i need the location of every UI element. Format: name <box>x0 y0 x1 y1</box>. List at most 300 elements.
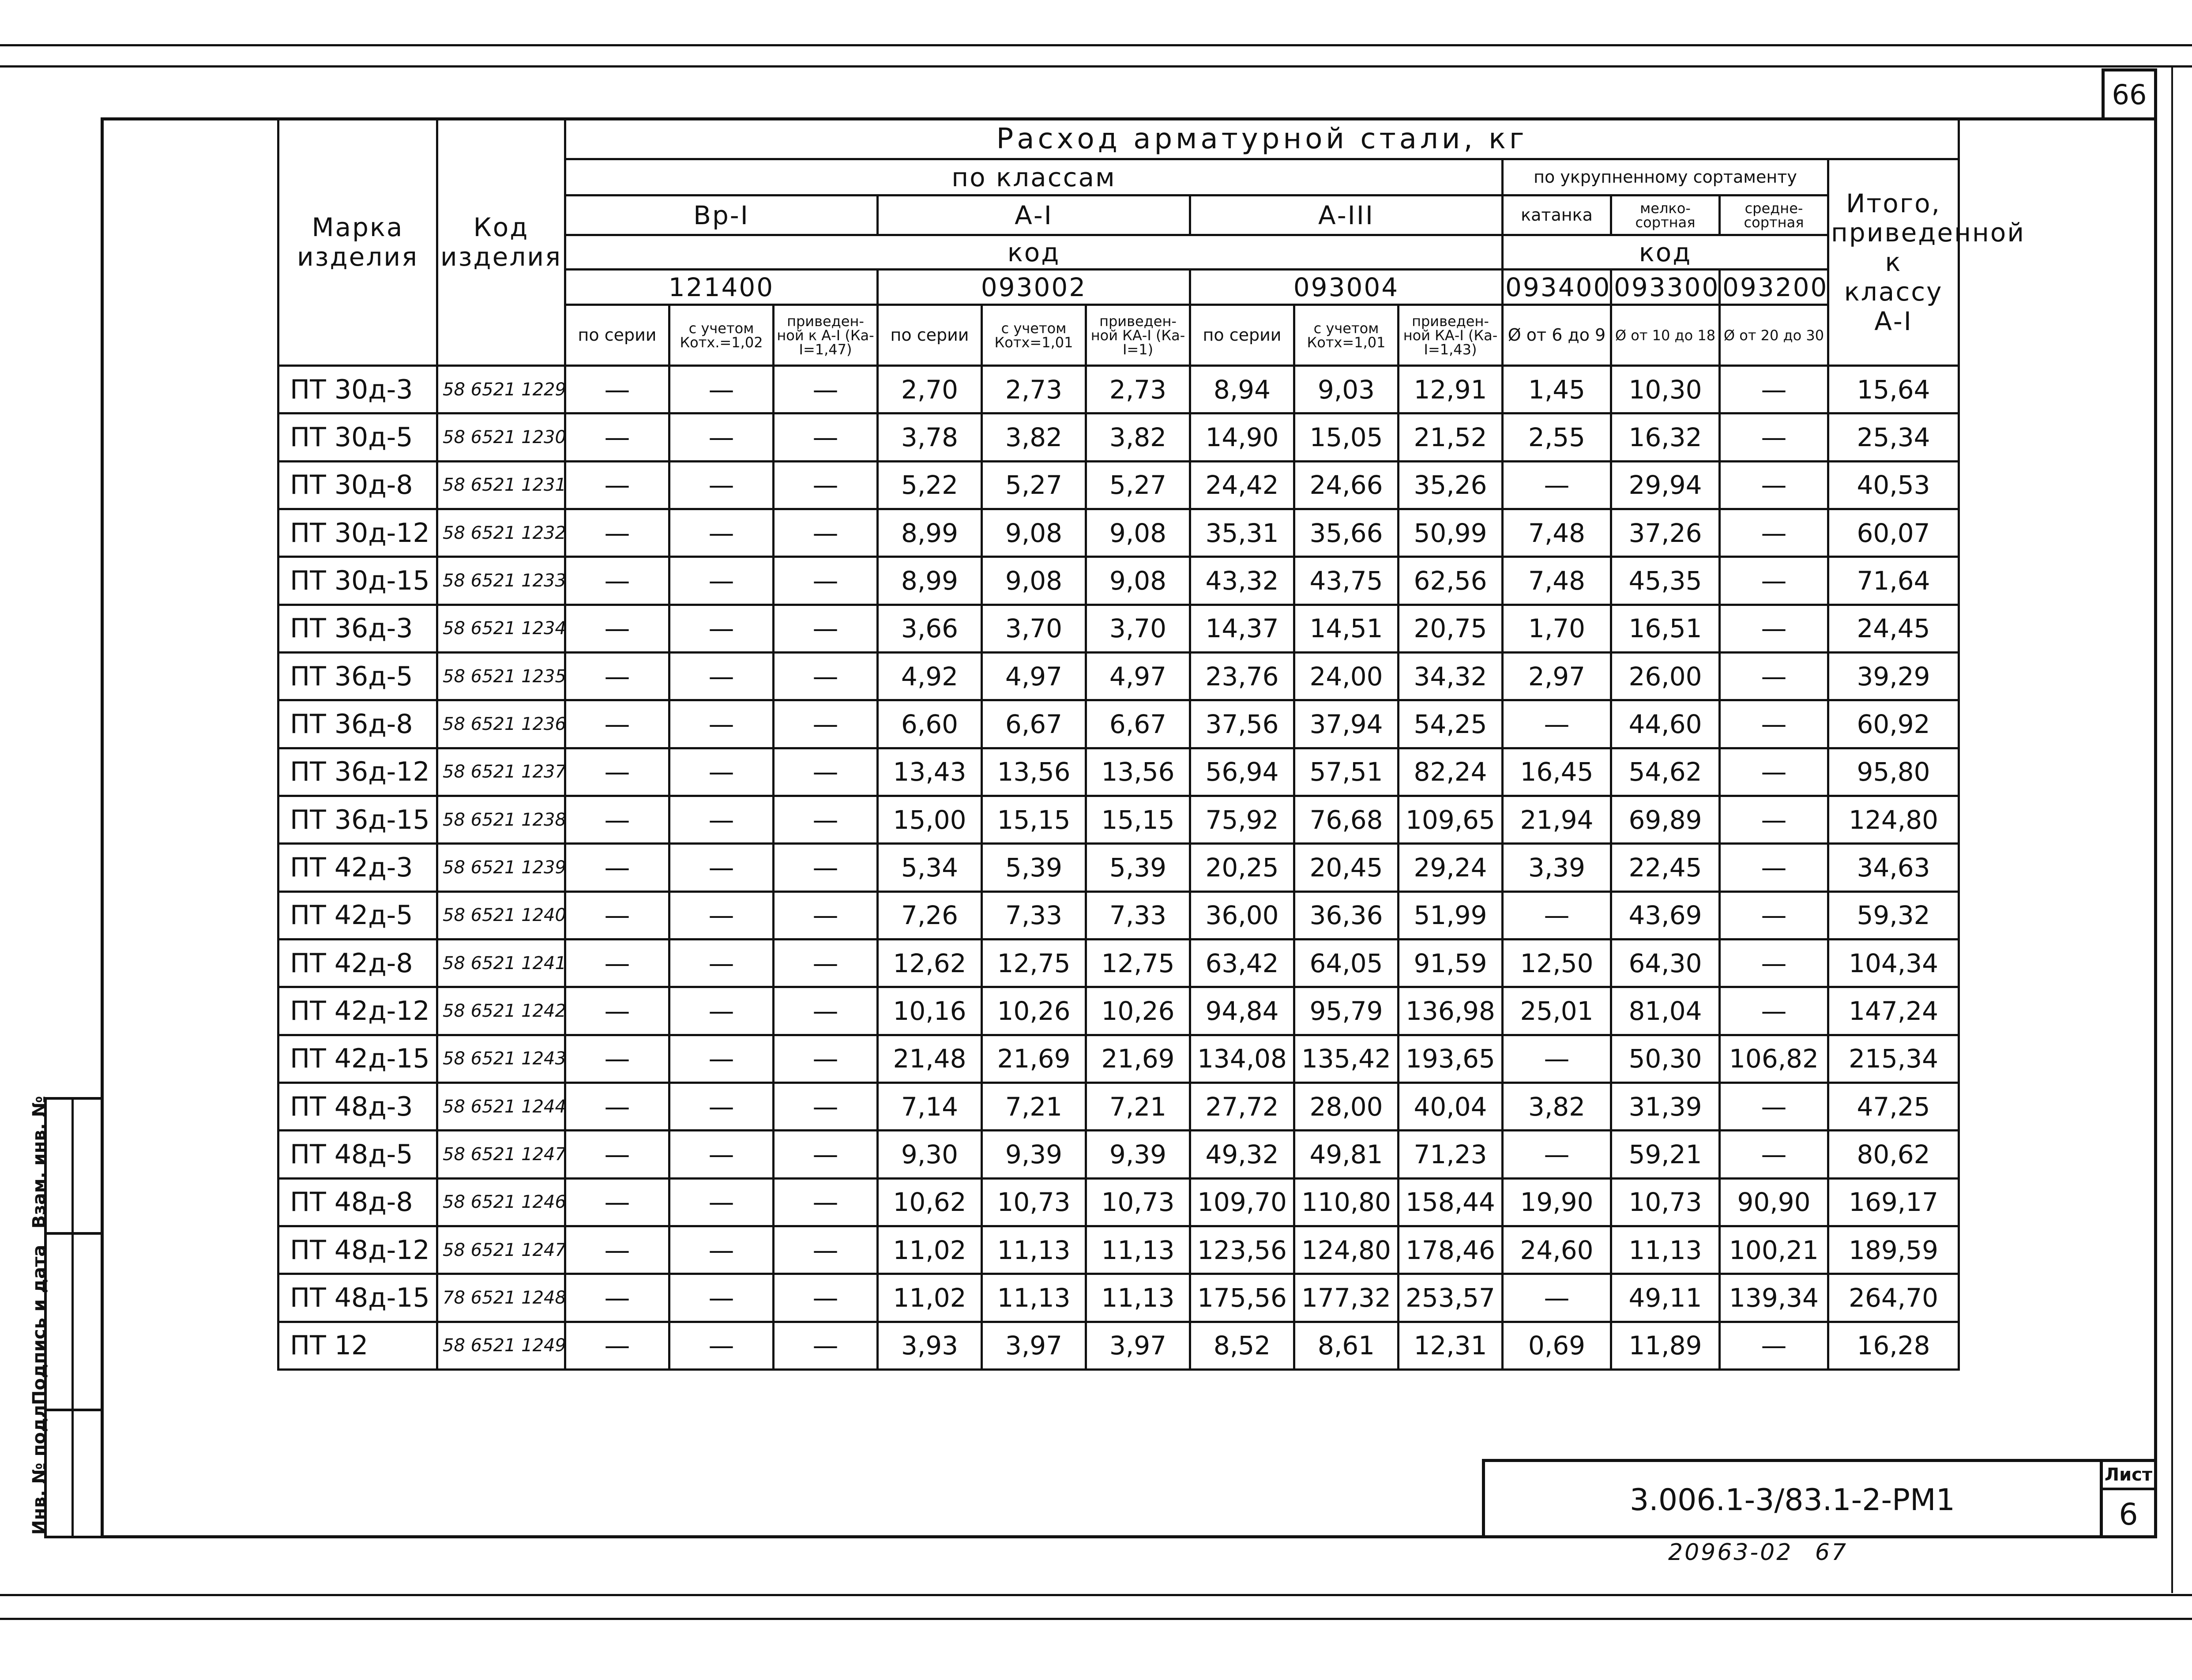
row-value: 2,55 <box>1503 413 1611 461</box>
row-value: — <box>1720 1131 1828 1178</box>
sheet-box <box>2100 1459 2157 1538</box>
row-mark: ПТ 42д-15 <box>278 1035 437 1082</box>
row-mark: ПТ 42д-3 <box>278 844 437 891</box>
code-melko: 093300 <box>1611 270 1720 305</box>
row-value: 64,05 <box>1294 939 1399 987</box>
row-value: 10,73 <box>1611 1178 1720 1226</box>
row-value: 37,26 <box>1611 509 1720 556</box>
class-a3-header: А-III <box>1190 195 1503 235</box>
row-value: 21,48 <box>878 1035 982 1082</box>
row-value: 3,82 <box>982 413 1086 461</box>
row-value: 13,56 <box>982 748 1086 796</box>
row-value: — <box>1503 700 1611 748</box>
row-value: 8,99 <box>878 509 982 556</box>
row-value: 147,24 <box>1828 987 1959 1035</box>
row-value: 14,51 <box>1294 605 1399 652</box>
row-value: 59,32 <box>1828 891 1959 939</box>
row-value: — <box>669 891 774 939</box>
class-vr-header: Вр-I <box>565 195 878 235</box>
class-a1-header: А-I <box>878 195 1190 235</box>
table-row <box>278 413 1959 461</box>
code-katanka: 093400 <box>1503 270 1611 305</box>
row-code: 58 6521 1230 <box>437 413 565 461</box>
sidebar-signature-date-label: Подпись и дата <box>29 1244 49 1405</box>
row-mark: ПТ 48д-3 <box>278 1082 437 1130</box>
row-mark: ПТ 42д-12 <box>278 987 437 1035</box>
row-value: 37,56 <box>1190 700 1294 748</box>
row-value: — <box>774 1274 878 1322</box>
row-value: 8,94 <box>1190 366 1294 413</box>
sub-melko-diameter: Ø от 10 до 18 <box>1611 305 1720 366</box>
table-row <box>278 509 1959 556</box>
sidebar-inv-podl <box>29 1398 101 1538</box>
kod-header: код <box>565 235 1503 270</box>
row-value: — <box>774 413 878 461</box>
row-value: 9,03 <box>1294 366 1399 413</box>
row-value: — <box>1720 796 1828 843</box>
row-value: 20,75 <box>1399 605 1503 652</box>
row-value: 109,70 <box>1190 1178 1294 1226</box>
row-value: 7,14 <box>878 1082 982 1130</box>
melko-header: мелко-сортная <box>1611 195 1720 235</box>
row-value: — <box>669 652 774 700</box>
sub-vr-kotx: с учетом Котх.=1,02 <box>669 305 774 366</box>
row-code: 58 6521 1236 <box>437 700 565 748</box>
row-value: 14,37 <box>1190 605 1294 652</box>
row-value: 24,60 <box>1503 1226 1611 1274</box>
sheet-label: Лист <box>2103 1462 2154 1490</box>
row-value: 104,34 <box>1828 939 1959 987</box>
row-code: 58 6521 1232 <box>437 509 565 556</box>
katanka-header: катанка <box>1503 195 1611 235</box>
row-value: 43,32 <box>1190 557 1294 605</box>
row-mark: ПТ 42д-5 <box>278 891 437 939</box>
row-value: — <box>774 1226 878 1274</box>
row-value: 253,57 <box>1399 1274 1503 1322</box>
row-value: — <box>774 1035 878 1082</box>
row-value: 60,07 <box>1828 509 1959 556</box>
row-value: 7,48 <box>1503 557 1611 605</box>
row-value: 9,39 <box>982 1131 1086 1178</box>
row-value: 23,76 <box>1190 652 1294 700</box>
row-value: 4,97 <box>982 652 1086 700</box>
sidebar-vzam-inv-label: Взам. инв. № <box>29 1096 49 1229</box>
row-value: 94,84 <box>1190 987 1294 1035</box>
row-value: — <box>774 987 878 1035</box>
row-value: 47,25 <box>1828 1082 1959 1130</box>
row-mark: ПТ 36д-8 <box>278 700 437 748</box>
row-value: — <box>565 1035 669 1082</box>
row-value: 12,91 <box>1399 366 1503 413</box>
row-value: 57,51 <box>1294 748 1399 796</box>
row-value: — <box>669 939 774 987</box>
row-value: — <box>669 605 774 652</box>
row-value: 3,82 <box>1503 1082 1611 1130</box>
row-value: — <box>669 557 774 605</box>
row-value: 16,45 <box>1503 748 1611 796</box>
row-value: 35,31 <box>1190 509 1294 556</box>
row-value: — <box>1720 366 1828 413</box>
row-value: 9,08 <box>982 509 1086 556</box>
row-code: 58 6521 1231 <box>437 461 565 509</box>
row-value: — <box>774 652 878 700</box>
table-row <box>278 1322 1959 1369</box>
row-value: 24,42 <box>1190 461 1294 509</box>
row-value: 35,66 <box>1294 509 1399 556</box>
row-value: — <box>1720 939 1828 987</box>
row-value: 60,92 <box>1828 700 1959 748</box>
row-value: 136,98 <box>1399 987 1503 1035</box>
table-header <box>278 119 2026 366</box>
row-value: — <box>669 1131 774 1178</box>
row-value: — <box>669 844 774 891</box>
row-value: 134,08 <box>1190 1035 1294 1082</box>
row-value: — <box>774 1322 878 1369</box>
row-value: 215,34 <box>1828 1035 1959 1082</box>
row-value: — <box>669 366 774 413</box>
row-value: 36,00 <box>1190 891 1294 939</box>
row-value: — <box>669 987 774 1035</box>
row-value: 21,52 <box>1399 413 1503 461</box>
row-value: 169,17 <box>1828 1178 1959 1226</box>
row-value: 177,32 <box>1294 1274 1399 1322</box>
code-a1: 093002 <box>878 270 1190 305</box>
code-vr: 121400 <box>565 270 878 305</box>
code-sredne: 093200 <box>1720 270 1828 305</box>
row-mark: ПТ 36д-15 <box>278 796 437 843</box>
table-row <box>278 652 1959 700</box>
row-code: 58 6521 1244 <box>437 1082 565 1130</box>
row-value: — <box>774 700 878 748</box>
row-value: — <box>1503 1035 1611 1082</box>
row-value: — <box>565 652 669 700</box>
row-value: 2,97 <box>1503 652 1611 700</box>
row-value: 12,75 <box>982 939 1086 987</box>
code-a3: 093004 <box>1190 270 1503 305</box>
sub-a1-reduced: приведен-ной КА-I (Ка-I=1) <box>1086 305 1190 366</box>
col-mark-header: Марка изделия <box>278 119 437 366</box>
bottom-border-line <box>0 1594 2192 1596</box>
sub-vr-series: по серии <box>565 305 669 366</box>
row-value: — <box>565 605 669 652</box>
row-code: 58 6521 1233 <box>437 557 565 605</box>
sidebar-vzam-inv <box>29 1096 101 1235</box>
consumption-header: Расход арматурной стали, кг <box>565 119 1959 159</box>
row-value: — <box>565 1226 669 1274</box>
row-value: — <box>565 748 669 796</box>
row-value: — <box>669 1082 774 1130</box>
row-value: 44,60 <box>1611 700 1720 748</box>
row-value: 15,05 <box>1294 413 1399 461</box>
archive-stamp <box>1668 1539 1848 1566</box>
row-value: 158,44 <box>1399 1178 1503 1226</box>
row-value: 50,30 <box>1611 1035 1720 1082</box>
row-value: 9,08 <box>1086 557 1190 605</box>
row-value: 5,27 <box>1086 461 1190 509</box>
row-value: — <box>565 700 669 748</box>
row-value: 63,42 <box>1190 939 1294 987</box>
sub-vr-reduced: приведен-ной к А-I (Ка-I=1,47) <box>774 305 878 366</box>
row-value: 51,99 <box>1399 891 1503 939</box>
row-value: 178,46 <box>1399 1226 1503 1274</box>
by-classes-header: по классам <box>565 159 1503 195</box>
row-value: 20,25 <box>1190 844 1294 891</box>
table-row <box>278 748 1959 796</box>
row-value: — <box>774 844 878 891</box>
row-value: 5,39 <box>1086 844 1190 891</box>
row-value: 16,51 <box>1611 605 1720 652</box>
row-code: 58 6521 1246 <box>437 1178 565 1226</box>
row-value: 11,13 <box>982 1226 1086 1274</box>
row-value: 193,65 <box>1399 1035 1503 1082</box>
row-value: 71,64 <box>1828 557 1959 605</box>
row-value: 25,01 <box>1503 987 1611 1035</box>
table-row <box>278 1035 1959 1082</box>
archive-number: 20963-02 <box>1668 1539 1793 1566</box>
by-assortment-header: по укрупненному сортаменту <box>1503 159 1828 195</box>
row-value: 5,34 <box>878 844 982 891</box>
row-value: 39,29 <box>1828 652 1959 700</box>
row-value: 20,45 <box>1294 844 1399 891</box>
row-value: 49,32 <box>1190 1131 1294 1178</box>
row-value: 43,75 <box>1294 557 1399 605</box>
row-value: — <box>1503 461 1611 509</box>
row-mark: ПТ 48д-5 <box>278 1131 437 1178</box>
row-value: 21,94 <box>1503 796 1611 843</box>
row-value: 4,92 <box>878 652 982 700</box>
row-value: 7,21 <box>1086 1082 1190 1130</box>
row-value: 75,92 <box>1190 796 1294 843</box>
row-value: — <box>1720 605 1828 652</box>
row-value: 13,56 <box>1086 748 1190 796</box>
row-value: 3,70 <box>1086 605 1190 652</box>
row-value: 81,04 <box>1611 987 1720 1035</box>
row-value: 7,33 <box>982 891 1086 939</box>
sidebar-stamp <box>29 1096 101 1538</box>
row-value: — <box>669 461 774 509</box>
row-value: — <box>669 748 774 796</box>
sub-a3-kotx: с учетом Котх=1,01 <box>1294 305 1399 366</box>
row-value: — <box>1720 509 1828 556</box>
row-value: 95,80 <box>1828 748 1959 796</box>
row-mark: ПТ 48д-12 <box>278 1226 437 1274</box>
row-code: 58 6521 1240 <box>437 891 565 939</box>
row-value: 8,61 <box>1294 1322 1399 1369</box>
row-value: 9,39 <box>1086 1131 1190 1178</box>
row-value: 34,32 <box>1399 652 1503 700</box>
row-value: 40,53 <box>1828 461 1959 509</box>
row-value: — <box>1720 1322 1828 1369</box>
row-value: 123,56 <box>1190 1226 1294 1274</box>
row-value: 6,67 <box>982 700 1086 748</box>
row-value: 80,62 <box>1828 1131 1959 1178</box>
row-value: — <box>1720 748 1828 796</box>
row-value: 2,70 <box>878 366 982 413</box>
row-value: 28,00 <box>1294 1082 1399 1130</box>
col-code-header: Код изделия <box>437 119 565 366</box>
row-value: 11,02 <box>878 1274 982 1322</box>
row-value: — <box>774 366 878 413</box>
table-row <box>278 557 1959 605</box>
row-value: — <box>565 1131 669 1178</box>
row-value: 16,32 <box>1611 413 1720 461</box>
row-value: 10,73 <box>1086 1178 1190 1226</box>
row-mark: ПТ 30д-3 <box>278 366 437 413</box>
row-value: 64,30 <box>1611 939 1720 987</box>
row-value: 15,00 <box>878 796 982 843</box>
row-value: 11,13 <box>1086 1274 1190 1322</box>
row-value: — <box>565 1322 669 1369</box>
kod-header-assortment: код <box>1503 235 1828 270</box>
row-value: 50,99 <box>1399 509 1503 556</box>
row-code: 58 6521 1247 <box>437 1226 565 1274</box>
row-value: 7,21 <box>982 1082 1086 1130</box>
row-mark: ПТ 30д-12 <box>278 509 437 556</box>
row-value: 6,60 <box>878 700 982 748</box>
row-value: 0,69 <box>1503 1322 1611 1369</box>
row-value: 13,43 <box>878 748 982 796</box>
row-code: 78 6521 1248 <box>437 1274 565 1322</box>
row-value: 26,00 <box>1611 652 1720 700</box>
row-value: 25,34 <box>1828 413 1959 461</box>
row-value: 90,90 <box>1720 1178 1828 1226</box>
row-value: 11,13 <box>1086 1226 1190 1274</box>
row-value: 6,67 <box>1086 700 1190 748</box>
row-value: 49,11 <box>1611 1274 1720 1322</box>
table-row <box>278 700 1959 748</box>
row-value: 54,25 <box>1399 700 1503 748</box>
row-value: 10,26 <box>982 987 1086 1035</box>
row-code: 58 6521 1243 <box>437 1035 565 1082</box>
row-value: 10,26 <box>1086 987 1190 1035</box>
row-value: 11,13 <box>982 1274 1086 1322</box>
row-value: — <box>565 844 669 891</box>
row-value: 264,70 <box>1828 1274 1959 1322</box>
row-value: — <box>1720 844 1828 891</box>
sub-a3-reduced: приведен-ной КА-I (Ка-I=1,43) <box>1399 305 1503 366</box>
row-value: 24,45 <box>1828 605 1959 652</box>
bottom-border-line-2 <box>0 1618 2192 1620</box>
table-row <box>278 891 1959 939</box>
table-row <box>278 605 1959 652</box>
row-value: 35,26 <box>1399 461 1503 509</box>
row-mark: ПТ 48д-15 <box>278 1274 437 1322</box>
row-value: 1,70 <box>1503 605 1611 652</box>
row-code: 58 6521 1229 <box>437 366 565 413</box>
row-value: 2,73 <box>1086 366 1190 413</box>
row-code: 58 6521 1241 <box>437 939 565 987</box>
row-value: 10,30 <box>1611 366 1720 413</box>
row-value: 24,00 <box>1294 652 1399 700</box>
sub-a1-kotx: с учетом Котх=1,01 <box>982 305 1086 366</box>
row-value: 3,39 <box>1503 844 1611 891</box>
row-value: — <box>669 796 774 843</box>
row-value: 12,75 <box>1086 939 1190 987</box>
table-row <box>278 1178 1959 1226</box>
row-value: — <box>565 413 669 461</box>
row-mark: ПТ 36д-12 <box>278 748 437 796</box>
row-mark: ПТ 30д-8 <box>278 461 437 509</box>
row-value: 124,80 <box>1828 796 1959 843</box>
row-value: — <box>1503 1131 1611 1178</box>
row-value: 3,82 <box>1086 413 1190 461</box>
row-value: 10,62 <box>878 1178 982 1226</box>
row-value: — <box>1720 557 1828 605</box>
sub-a1-series: по серии <box>878 305 982 366</box>
row-value: 9,30 <box>878 1131 982 1178</box>
row-value: — <box>669 1322 774 1369</box>
row-value: 12,31 <box>1399 1322 1503 1369</box>
sredne-header: средне-сортная <box>1720 195 1828 235</box>
row-mark: ПТ 48д-8 <box>278 1178 437 1226</box>
table-row <box>278 1274 1959 1322</box>
row-value: — <box>774 605 878 652</box>
sidebar-inv-podl-label: Инв. № подл. <box>29 1398 49 1535</box>
row-value: 9,08 <box>1086 509 1190 556</box>
row-mark: ПТ 12 <box>278 1322 437 1369</box>
table-row <box>278 796 1959 843</box>
row-value: 3,78 <box>878 413 982 461</box>
table-row <box>278 939 1959 987</box>
steel-consumption-table <box>277 117 2026 1371</box>
row-value: 109,65 <box>1399 796 1503 843</box>
row-value: 10,16 <box>878 987 982 1035</box>
row-value: — <box>565 366 669 413</box>
row-value: — <box>669 1274 774 1322</box>
row-value: 31,39 <box>1611 1082 1720 1130</box>
archive-page-number: 67 <box>1815 1539 1848 1566</box>
sub-katanka-diameter: Ø от 6 до 9 <box>1503 305 1611 366</box>
row-value: — <box>774 557 878 605</box>
row-value: — <box>565 509 669 556</box>
table-row <box>278 844 1959 891</box>
row-value: — <box>1720 891 1828 939</box>
table-row <box>278 366 1959 413</box>
sub-sredne-diameter: Ø от 20 до 30 <box>1720 305 1828 366</box>
row-value: — <box>774 748 878 796</box>
row-value: 2,73 <box>982 366 1086 413</box>
row-value: 106,82 <box>1720 1035 1828 1082</box>
row-value: — <box>774 1178 878 1226</box>
row-value: 91,59 <box>1399 939 1503 987</box>
row-value: 34,63 <box>1828 844 1959 891</box>
sub-a3-series: по серии <box>1190 305 1294 366</box>
row-code: 58 6521 1239 <box>437 844 565 891</box>
row-code: 58 6521 1234 <box>437 605 565 652</box>
row-value: — <box>669 1178 774 1226</box>
row-value: 5,22 <box>878 461 982 509</box>
row-value: 100,21 <box>1720 1226 1828 1274</box>
row-code: 58 6521 1242 <box>437 987 565 1035</box>
row-value: 22,45 <box>1611 844 1720 891</box>
row-value: — <box>565 1082 669 1130</box>
row-value: — <box>565 939 669 987</box>
top-page-number: 66 <box>2102 68 2157 117</box>
row-value: 8,99 <box>878 557 982 605</box>
row-value: — <box>565 461 669 509</box>
row-value: 139,34 <box>1720 1274 1828 1322</box>
row-value: 3,66 <box>878 605 982 652</box>
row-value: 27,72 <box>1190 1082 1294 1130</box>
row-value: 21,69 <box>1086 1035 1190 1082</box>
row-code: 58 6521 1238 <box>437 796 565 843</box>
row-value: 11,89 <box>1611 1322 1720 1369</box>
row-value: 29,94 <box>1611 461 1720 509</box>
sheet-number: 6 <box>2119 1497 2138 1532</box>
row-value: — <box>1720 413 1828 461</box>
row-value: 45,35 <box>1611 557 1720 605</box>
table-row <box>278 461 1959 509</box>
